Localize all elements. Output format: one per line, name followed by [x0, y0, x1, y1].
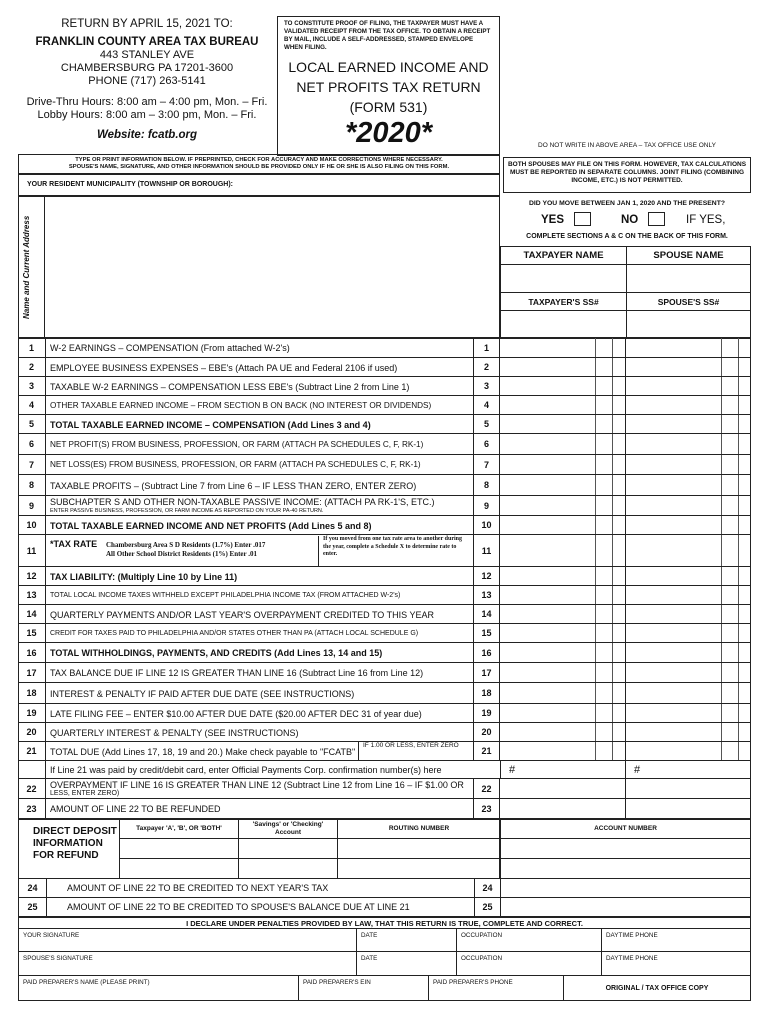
spouse-name-input[interactable]: [627, 265, 750, 292]
line-description: [50, 728, 490, 738]
bureau-phone: PHONE (717) 263-5141: [88, 75, 206, 87]
taxpayer-amount-input[interactable]: [500, 455, 626, 474]
line-text: NET PROFIT(S) FROM BUSINESS, PROFESSION, OR FARM (ATTACH PA SCHEDULES C, F, RK-1): [50, 439, 424, 449]
line-row-7: [18, 455, 751, 475]
form-title-line1: LOCAL EARNED INCOME AND: [288, 59, 489, 75]
signature-box: [18, 929, 751, 1001]
line-number: 8: [18, 475, 46, 495]
taxpayer-name-input[interactable]: [501, 265, 626, 292]
taxpayer-amount-input[interactable]: [500, 377, 626, 395]
your-signature-label: YOUR SIGNATURE: [23, 932, 80, 939]
line-description: [50, 804, 490, 814]
dd-who-label: Taxpayer 'A', 'B', OR 'BOTH': [136, 825, 222, 832]
proof-of-filing-note: TO CONSTITUTE PROOF OF FILING, THE TAXPAYER MUST HAVE A VALIDATED RECEIPT FROM THE TAX OFFICE. TO OBTAIN A RECEIPT BY MAIL, INCLUDE A SELF-ADDRESSED, STAMPED ENVELOPE WHEN FILING.: [284, 20, 491, 51]
line-text: TAXABLE W-2 EARNINGS – COMPENSATION LESS EBE's (Subtract Line 2 from Line 1): [50, 381, 410, 392]
spouse-filing-note: BOTH SPOUSES MAY FILE ON THIS FORM. HOWEVER, TAX CALCULATIONS MUST BE REPORTED IN SEPARATE COLUMNS. JOINT FILING (COMBINING INCOME, ETC.) IS NOT PERMITTED.: [503, 157, 751, 193]
line-number: [18, 761, 46, 778]
if-yes-label: IF YES,: [686, 214, 726, 226]
taxpayer-amount-input[interactable]: [500, 434, 626, 454]
line-number-right: 14: [473, 605, 500, 623]
yes-label: YES: [541, 214, 565, 226]
dd-who-input-2[interactable]: [120, 859, 237, 878]
line-description: AMOUNT OF LINE 22 TO BE CREDITED TO NEXT YEAR'S TAX: [67, 883, 329, 893]
line-row-2: [18, 358, 751, 377]
taxpayer-amount-input[interactable]: [500, 723, 626, 741]
line-number: 18: [18, 683, 46, 703]
spouse-signature-field[interactable]: [19, 952, 357, 975]
line-subtext: LESS, ENTER ZERO): [50, 790, 120, 797]
line-number-right: 13: [473, 586, 500, 604]
line-row-6: [18, 434, 751, 455]
occupation-label: OCCUPATION: [461, 932, 503, 939]
dd-account-input-1[interactable]: [501, 839, 750, 858]
taxpayer-amount-input[interactable]: [500, 704, 626, 722]
form-title-line2: NET PROFITS TAX RETURN: [296, 79, 481, 95]
line-description: *TAX RATE: [50, 539, 98, 549]
direct-deposit-account-box: [500, 819, 751, 879]
spouse-amount-input[interactable]: [626, 643, 751, 662]
line-row-16: [18, 643, 751, 663]
taxpayer-amount-input[interactable]: [500, 779, 626, 798]
dd-who-input-1[interactable]: [120, 839, 237, 858]
line-text: QUARTERLY INTEREST & PENALTY (SEE INSTRUCTIONS): [50, 727, 299, 738]
line-number: 25: [19, 898, 47, 916]
line-number-right: 9: [473, 496, 500, 515]
spouse-amount-input[interactable]: [626, 496, 751, 515]
line-description: [50, 382, 490, 392]
line-text: QUARTERLY PAYMENTS AND/OR LAST YEAR'S OVERPAYMENT CREDITED TO THIS YEAR: [50, 609, 434, 620]
line-number: 20: [18, 723, 46, 741]
tax-rate-options: [106, 541, 316, 559]
line-number-right: 20: [473, 723, 500, 741]
taxpayer-amount-input[interactable]: [500, 358, 626, 376]
line-number-right: 25: [474, 898, 501, 916]
line-number-right: 18: [473, 683, 500, 703]
preparer-ein-label: PAID PREPARER'S EIN: [303, 979, 371, 986]
line-number-right: 10: [473, 516, 500, 534]
spouse-amount-input[interactable]: [626, 338, 751, 357]
line-description: [50, 709, 490, 719]
line-row-3: [18, 377, 751, 396]
line-row-17: [18, 663, 751, 683]
line-number-right: 17: [473, 663, 500, 682]
line-text: OTHER TAXABLE EARNED INCOME – FROM SECTION B ON BACK (NO INTEREST OR DIVIDENDS): [50, 400, 432, 410]
zero-note: IF 1.00 OR LESS, ENTER ZERO: [358, 742, 468, 760]
line-text: W-2 EARNINGS – COMPENSATION (From attached W-2's): [50, 343, 290, 353]
line-row-15: [18, 624, 751, 643]
return-by-text: RETURN BY APRIL 15, 2021 TO:: [61, 18, 233, 30]
spouse-ss-input[interactable]: [627, 311, 750, 337]
taxpayer-amount-input[interactable]: [500, 586, 626, 604]
date-label: DATE: [361, 932, 378, 939]
line-text: TOTAL LOCAL INCOME TAXES WITHHELD EXCEPT PHILADELPHIA INCOME TAX (FROM ATTACHED W-2's): [50, 591, 401, 599]
dd-routing-input-1[interactable]: [338, 839, 499, 858]
line-text: CREDIT FOR TAXES PAID TO PHILADELPHIA AND/OR STATES OTHER THAN PA (ATTACH LOCAL SCHEDULE G): [50, 629, 419, 637]
spouse-amount-input[interactable]: [626, 779, 751, 798]
line-number: 22: [18, 779, 46, 798]
no-checkbox[interactable]: [648, 212, 665, 226]
spouse-amount-input[interactable]: #: [634, 764, 641, 776]
spouse-amount-input[interactable]: [626, 475, 751, 495]
line-row-11: [18, 535, 751, 567]
spouse-occupation-field[interactable]: [457, 952, 602, 975]
spouse-amount-input[interactable]: [626, 516, 751, 534]
line-number-right: 23: [473, 799, 500, 818]
line-description: [50, 780, 490, 798]
line-number-right: 3: [473, 377, 500, 395]
bureau-street: 443 STANLEY AVE: [99, 49, 195, 61]
spouse-amount-input[interactable]: [626, 415, 751, 433]
line-row-25: [18, 898, 751, 917]
direct-deposit-label: DIRECT DEPOSIT INFORMATION FOR REFUND: [33, 826, 117, 861]
line-number: 17: [18, 663, 46, 682]
dd-type-input-1[interactable]: [239, 839, 336, 858]
line-number: 23: [18, 799, 46, 818]
office-use-note: DO NOT WRITE IN ABOVE AREA – TAX OFFICE USE ONLY: [538, 142, 716, 149]
line-text: EMPLOYEE BUSINESS EXPENSES – EBE's (Attach PA UE and Federal 2106 if used): [50, 362, 398, 373]
preparer-phone-label: PAID PREPARER'S PHONE: [433, 979, 513, 986]
line-number: 19: [18, 704, 46, 722]
line-number: 9: [18, 496, 46, 515]
line-description: [50, 521, 490, 531]
line-description: [50, 668, 490, 678]
line-description: [50, 497, 490, 515]
line-description: [50, 765, 490, 775]
line-text: AMOUNT OF LINE 22 TO BE REFUNDED: [50, 804, 221, 814]
line-description: [50, 572, 490, 582]
daytime-phone-label: DAYTIME PHONE: [606, 932, 658, 939]
line-number: 21: [18, 742, 46, 760]
line-text: TOTAL DUE (Add Lines 17, 18, 19 and 20.) Make check payable to "FCATB": [50, 746, 356, 757]
spouse-name-label: SPOUSE NAME: [653, 250, 724, 261]
taxpayer-ss-input[interactable]: [501, 311, 626, 337]
line-number-right: 11: [473, 535, 500, 566]
dd-type-input-2[interactable]: [239, 859, 336, 878]
spouse-amount-input[interactable]: [626, 567, 751, 585]
daytime-phone-field[interactable]: [602, 929, 750, 951]
website-text: Website: fcatb.org: [96, 129, 198, 141]
taxpayer-amount-input[interactable]: [500, 605, 626, 623]
taxpayer-amount-input[interactable]: [500, 496, 626, 515]
line-number: 24: [19, 879, 47, 897]
line-text: INTEREST & PENALTY IF PAID AFTER DUE DATE (SEE INSTRUCTIONS): [50, 688, 355, 699]
spouse-amount-input[interactable]: [626, 396, 751, 414]
no-label: NO: [621, 214, 639, 226]
preparer-name-label: PAID PREPARER'S NAME (PLEASE PRINT): [23, 979, 150, 986]
line-row-4: [18, 396, 751, 415]
spouse-signature-label: SPOUSE'S SIGNATURE: [23, 955, 93, 962]
line-subtext: ENTER PASSIVE BUSINESS, PROFESSION, OR FARM INCOME AS REPORTED ON YOUR PA-40 RETURN.: [50, 508, 324, 514]
line-number: 4: [18, 396, 46, 414]
line-number: 10: [18, 516, 46, 534]
moved-rate-note: If you moved from one tax rate area to another during the year, complete a Schedule X to determine rate to enter.: [318, 536, 468, 566]
spouse-ss-label: SPOUSE'S SS#: [657, 297, 720, 307]
line-number-right: 4: [473, 396, 500, 414]
line-row-8: [18, 475, 751, 496]
preparer-name-field[interactable]: [19, 976, 299, 1000]
line-number: 16: [18, 643, 46, 662]
spouse-occupation-label: OCCUPATION: [461, 955, 503, 962]
taxpayer-amount-input[interactable]: [500, 516, 626, 534]
your-signature-field[interactable]: [19, 929, 357, 951]
spouse-daytime-phone-label: DAYTIME PHONE: [606, 955, 658, 962]
spouse-date-label: DATE: [361, 955, 378, 962]
line-description: [50, 363, 490, 373]
line-number: 6: [18, 434, 46, 454]
form-title-line3: (FORM 531): [349, 99, 428, 115]
line-number: 3: [18, 377, 46, 395]
line-number-right: 24: [474, 879, 501, 897]
line-text: TOTAL TAXABLE EARNED INCOME AND NET PROFITS (Add Lines 5 and 8): [50, 520, 372, 531]
move-question: DID YOU MOVE BETWEEN JAN 1, 2020 AND THE PRESENT?: [528, 200, 725, 207]
line-row-21: [18, 742, 751, 761]
line-text: TAXABLE PROFITS – (Subtract Line 7 from Line 6 – IF LESS THAN ZERO, ENTER ZERO): [50, 480, 417, 491]
spouse-amount-input[interactable]: [626, 723, 751, 741]
line-row-10: [18, 516, 751, 535]
rate-option-1: Chambersburg Area S D Residents (1.7%) Enter .017: [106, 541, 266, 549]
credit-amount-input[interactable]: [501, 898, 752, 916]
spouse-amount-input[interactable]: [626, 742, 751, 760]
line-number: 15: [18, 624, 46, 642]
line-row-5: [18, 415, 751, 434]
line-number: 2: [18, 358, 46, 376]
line-description: [50, 343, 490, 353]
line-number-right: 7: [473, 455, 500, 474]
credit-amount-input[interactable]: [501, 879, 752, 897]
line-text: TOTAL TAXABLE EARNED INCOME – COMPENSATION (Add Lines 3 and 4): [50, 419, 371, 430]
dd-account-type-label: 'Savings' or 'Checking' Account: [252, 821, 324, 836]
date-field[interactable]: [357, 929, 457, 951]
line-row-20: [18, 723, 751, 742]
taxpayer-name-label: TAXPAYER NAME: [523, 250, 604, 261]
preparer-phone-field[interactable]: [429, 976, 564, 1000]
line-description: [50, 648, 490, 658]
line-text: TOTAL WITHHOLDINGS, PAYMENTS, AND CREDITS (Add Lines 13, 14 and 15): [50, 648, 383, 658]
line-description: [50, 420, 490, 430]
line-description: [50, 401, 490, 411]
taxpayer-amount-input[interactable]: [500, 683, 626, 703]
line-number-right: 1: [473, 338, 500, 357]
type-print-line2: SPOUSE'S NAME, SIGNATURE, AND OTHER INFORMATION SHOULD BE PROVIDED ONLY IF HE OR SHE IS ALSO FILING ON THIS FORM.: [68, 164, 450, 170]
line-row-19: [18, 704, 751, 723]
taxpayer-amount-input[interactable]: [500, 663, 626, 682]
line-number-right: 15: [473, 624, 500, 642]
lobby-hours: Lobby Hours: 8:00 am – 3:00 pm, Mon. – Fri.: [37, 109, 257, 121]
spouse-amount-input[interactable]: [626, 624, 751, 642]
type-print-line1: TYPE OR PRINT INFORMATION BELOW. IF PREPRINTED, CHECK FOR ACCURACY AND MAKE CORRECTIONS WHERE NECESSARY.: [75, 157, 443, 163]
spouse-amount-input[interactable]: [626, 799, 751, 818]
line-number: 12: [18, 567, 46, 585]
bureau-name: FRANKLIN COUNTY AREA TAX BUREAU: [35, 36, 259, 48]
line-description: AMOUNT OF LINE 22 TO BE CREDITED TO SPOUSE'S BALANCE DUE AT LINE 21: [67, 902, 410, 912]
spouse-date-field[interactable]: [357, 952, 457, 975]
occupation-field[interactable]: [457, 929, 602, 951]
line-number-right: 21: [473, 742, 500, 760]
taxpayer-amount-input[interactable]: [500, 799, 626, 818]
line-number: 5: [18, 415, 46, 433]
line-description: [50, 629, 490, 639]
direct-deposit-box: [18, 819, 500, 879]
spouse-daytime-phone-field[interactable]: [602, 952, 750, 975]
spouse-amount-input[interactable]: [626, 683, 751, 703]
line-row-1: [18, 338, 751, 358]
taxpayer-amount-input[interactable]: #: [500, 761, 626, 778]
header-address-block: [18, 18, 276, 152]
name-address-input[interactable]: [44, 196, 500, 338]
line-row-23: [18, 799, 751, 819]
form-title-box: [277, 16, 500, 156]
preparer-ein-field[interactable]: [299, 976, 429, 1000]
line-number: 1: [18, 338, 46, 357]
type-print-instructions: [18, 154, 500, 174]
taxpayer-amount-input[interactable]: [500, 742, 626, 760]
line-description: [50, 460, 490, 470]
line-text: TAX BALANCE DUE IF LINE 12 IS GREATER THAN LINE 16 (Subtract Line 16 from Line 12): [50, 668, 424, 678]
line-number: 14: [18, 605, 46, 623]
line-description: [50, 481, 490, 491]
line-text: LATE FILING FEE – ENTER $10.00 AFTER DUE DATE ($20.00 AFTER DEC 31 of year due): [50, 708, 422, 719]
line-number: 13: [18, 586, 46, 604]
dd-account-label: ACCOUNT NUMBER: [594, 825, 657, 832]
name-address-label: Name and Current Address: [22, 215, 31, 319]
line-description: [50, 610, 490, 620]
spouse-amount-input[interactable]: [626, 663, 751, 682]
line-number-right: 12: [473, 567, 500, 585]
names-ss-box: [500, 246, 751, 338]
line-row-9: [18, 496, 751, 516]
line-text: NET LOSS(ES) FROM BUSINESS, PROFESSION, OR FARM (ATTACH PA SCHEDULES C, F, RK-1): [50, 460, 421, 469]
spouse-amount-input[interactable]: [626, 586, 751, 604]
spouse-amount-input[interactable]: [626, 535, 751, 566]
dd-routing-label: ROUTING NUMBER: [388, 825, 450, 832]
line-text: TAX LIABILITY: (Multiply Line 10 by Line 11): [50, 571, 238, 582]
drive-thru-hours: Drive-Thru Hours: 8:00 am – 4:00 pm, Mon. – Fri.: [26, 96, 268, 108]
taxpayer-amount-input[interactable]: [500, 567, 626, 585]
spouse-amount-input[interactable]: [626, 455, 751, 474]
line-number-right: 19: [473, 704, 500, 722]
line-text: SUBCHAPTER S AND OTHER NON-TAXABLE PASSIVE INCOME: (ATTACH PA RK-1'S, ETC.): [50, 497, 435, 507]
line-number-right: 2: [473, 358, 500, 376]
taxpayer-amount-input[interactable]: [500, 415, 626, 433]
yes-checkbox[interactable]: [574, 212, 591, 226]
spouse-amount-input[interactable]: [626, 434, 751, 454]
spouse-amount-input[interactable]: [626, 358, 751, 376]
declaration-text: I DECLARE UNDER PENALTIES PROVIDED BY LAW, THAT THIS RETURN IS TRUE, COMPLETE AND CORRECT.: [18, 917, 751, 929]
dd-account-input-2[interactable]: [501, 859, 750, 878]
line-number: 7: [18, 455, 46, 474]
line-number-right: 5: [473, 415, 500, 433]
line-row-13: [18, 586, 751, 605]
line-description: [50, 689, 490, 699]
taxpayer-amount-input[interactable]: [500, 535, 626, 566]
line-row-14: [18, 605, 751, 624]
line-number-right: 16: [473, 643, 500, 662]
spouse-amount-input[interactable]: [626, 377, 751, 395]
move-answer-row: [503, 212, 751, 232]
taxpayer-amount-input[interactable]: [500, 624, 626, 642]
taxpayer-amount-input[interactable]: [500, 643, 626, 662]
spouse-amount-input[interactable]: [626, 704, 751, 722]
bureau-city: CHAMBERSBURG PA 17201-3600: [60, 62, 234, 74]
line-row-22: [18, 779, 751, 799]
taxpayer-ss-label: TAXPAYER'S SS#: [528, 297, 599, 307]
municipality-label: YOUR RESIDENT MUNICIPALITY (TOWNSHIP OR BOROUGH):: [27, 181, 233, 188]
form-year: *2020*: [344, 117, 433, 149]
rate-option-2: All Other School District Residents (1%) Enter .01: [106, 550, 258, 558]
line-number: 11: [18, 535, 46, 566]
line-row-24: [18, 879, 751, 898]
taxpayer-amount-input[interactable]: [500, 396, 626, 414]
spouse-amount-input[interactable]: [626, 605, 751, 623]
line-row-18: [18, 683, 751, 704]
copy-label: ORIGINAL / TAX OFFICE COPY: [605, 985, 709, 992]
line-description: [50, 440, 490, 450]
complete-sections-note: COMPLETE SECTIONS A & C ON THE BACK OF THIS FORM.: [526, 233, 728, 240]
line-text: OVERPAYMENT IF LINE 16 IS GREATER THAN LINE 12 (Subtract Line 12 from Line 16 – IF $1.00 OR: [50, 780, 464, 790]
line-description: [50, 591, 490, 601]
line-text: If Line 21 was paid by credit/debit card, enter Official Payments Corp. confirmation number(s) here: [50, 765, 442, 775]
dd-routing-input-2[interactable]: [338, 859, 499, 878]
line-row-card: [18, 761, 751, 779]
line-number-right: 6: [473, 434, 500, 454]
taxpayer-amount-input[interactable]: [500, 475, 626, 495]
taxpayer-amount-input[interactable]: [500, 338, 626, 357]
line-number-right: 8: [473, 475, 500, 495]
line-number-right: 22: [473, 779, 500, 798]
line-row-12: [18, 567, 751, 586]
municipality-field[interactable]: [18, 174, 500, 196]
